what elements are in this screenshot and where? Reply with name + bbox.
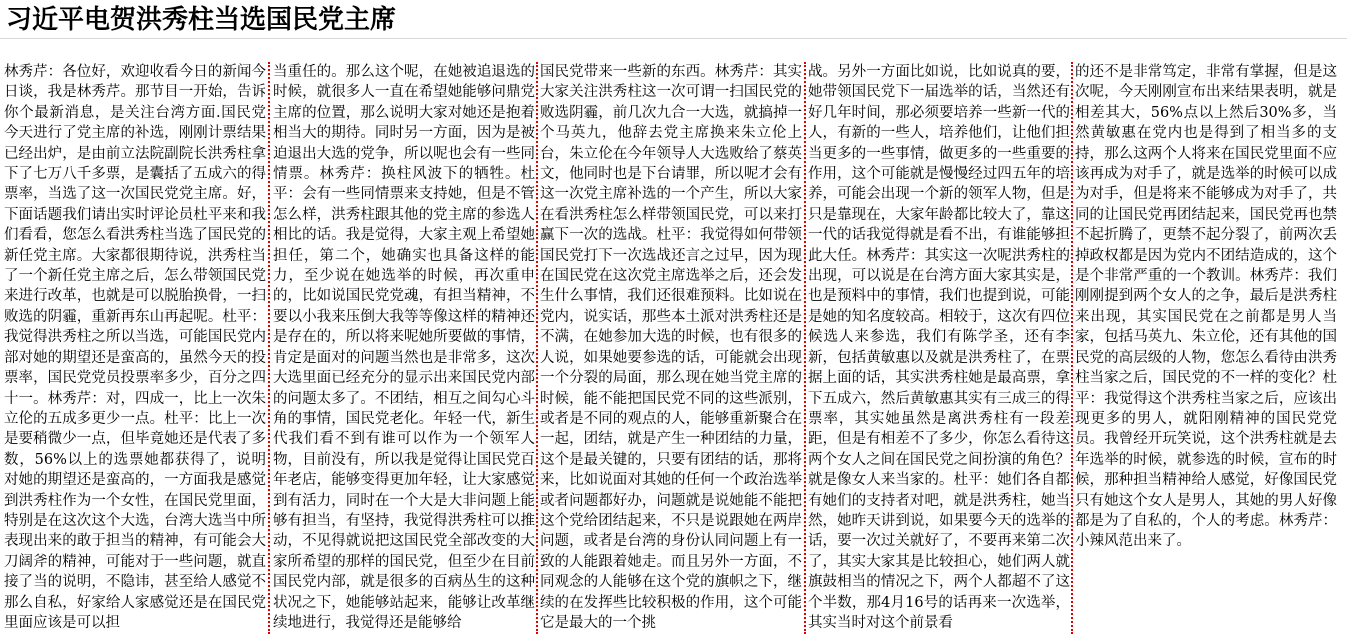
column-divider <box>1071 62 1073 634</box>
article-column-1: 林秀芹：各位好，欢迎收看今日的新闻今日谈，我是林秀芹。那节目一开始，告诉你个最新消息，是关注台湾方面.国民党今天进行了党主席的补选，刚刚计票结果已经出炉，是由前立法院副院长洪秀柱拿下了七万八千多票，是囊括了五成六的得票率，当选了这一次国民党党主席。好，下面话题我们请出实时评论员杜平来和我们看看，您怎么看洪秀柱当选了国民党的新任党主席。大家都很期待说，洪秀柱当了一个新任党主席之后，怎么带领国民党来进行改革，也就是可以脱胎换骨，一扫败选的阴霾，重新再东山再起呢。杜平：我觉得洪秀柱之所以当选，可能国民党内部对她的期望还是蛮高的，虽然今天的投票率，国民党党员投票率多少，百分之四十一。林秀芹：对，四成一，比上一次朱立伦的五成多更少一点。杜平：比上一次是要稍微少一点，但毕竟她还是代表了多数，56%以上的选票她都获得了，说明对她的期望还是蛮高的，一方面我是感觉到洪秀柱作为一个女性，在国民党里面，特别是在这次这个大选，台湾大选当中所表现出来的敢于担当的精神，有可能会大刀阔斧的精神，可能对于一些问题，就直接了当的说明，不隐讳，甚至给人感觉不那么自私，好家给人家感觉还是在国民党里面应该是可以担 <box>4 64 266 631</box>
column-divider <box>268 62 270 634</box>
article-column-2: 当重任的。那么这个呢，在她被追退选的时候，就很多人一直在希望她能够问鼎党主席的位置，那么说明大家对她还是抱着相当大的期待。同时另一方面，因为是被迫退出大选的党争，所以呢也会有一些同情票。林秀芹：换柱风波下的牺牲。杜平：会有一些同情票来支持她，但是不管怎么样，洪秀柱跟其他的党主席的参选人相比的话。我是觉得，大家主观上希望她担任，第二个，她确实也具备这样的能力，至少说在她选举的时候，再次重申的，比如说国民党党魂，有担当精神，不要以小我来压倒大我等等像这样的精神还是存在的，所以将来呢她所要做的事情，肯定是面对的问题当然也是非常多，这次大选里面已经充分的显示出来国民党内部的问题太多了。不团结，相互之间勾心斗角的事情，国民党老化。年轻一代，新生代我们看不到有谁可以作为一个领军人物，目前没有，所以我是觉得让国民党百年老店，能够变得更加年轻，让大家感觉到有活力，同时在一个大是大非问题上能够有担当，有坚持，我觉得洪秀柱可以推动，不见得就说把这国民党全部改变的大家所希望的那样的国民党，但至少在目前国民党内部，就是很多的百病丛生的这种状况之下，她能够站起来，能够让改革继续地进行，我觉得还是能够给 <box>273 64 535 631</box>
article-column-5: 的还不是非常笃定，非常有掌握，但是这次呢，今天刚刚宣布出来结果表明，就是相差其大，56%点以上然后30%多，当然黄敏惠在党内也是得到了相当多的支持，那么这两个人将来在国民党里面不应该再成为对手了，就是选举的时候可以成为对手，但是将来不能够成为对手了，共同的让国民党再团结起来，国民党再也禁不起折腾了，更禁不起分裂了，前两次丢掉政权都是因为党内不团结造成的，这个是个非常严重的一个教训。林秀芹：我们刚刚提到两个女人的之争，最后是洪秀柱来出现，其实国民党在之前都是男人当家，包括马英九、朱立伦，还有其他的国民党的高层级的人物，您怎么看待由洪秀柱当家之后，国民党的不一样的变化？杜平：我觉得这个洪秀柱当家之后，应该出现更多的男人，就阳刚精神的国民党党员。我曾经开玩笑说，这个洪秀柱就是去年选举的时候，就参选的时候，宣布的时候，那种担当精神给人感觉，好像国民党只有她这个女人是男人，其她的男人好像都是为了自私的，个人的考虑。林秀芹：小辣风范出来了。 <box>1075 64 1337 550</box>
article-body <box>0 62 1347 634</box>
column-divider <box>804 62 806 634</box>
article-column-4: 战。另外一方面比如说，比如说真的要，她带领国民党下一届选举的话，当然还有好几年时间，那必须要培养一些新一代的人，有新的一些人，培养他们，让他们担当更多的一些事情，做更多的一些重要的作用，这个可能就是慢慢经过四五年的培养，可能会出现一个新的领军人物，但是只是靠现在，大家年龄都比较大了，靠这一代的话我觉得就是看不出，有谁能够担此大任。林秀芹：其实这一次呢洪秀柱的出现，可以说是在台湾方面大家其实是，也是预料中的事情，我们也提到说，可能是她的知名度较高。相较于，这次有四位候选人来参选，我们有陈学圣，还有李新，包括黄敏惠以及就是洪秀柱了，在票据上面的话，其实洪秀柱她是最高票，拿下五成六，然后黄敏惠其实有三成三的得票率，其实她虽然是离洪秀柱有一段差距，但是有相差不了多少，你怎么看待这两个女人之间在国民党之间扮演的角色？就是像女人来当家的。杜平：她们各自都有她们的支持者对吧，就是洪秀柱，她当然，她昨天讲到说，如果要今天的选举的话，要一次过关就好了，不要再来第二次了，其实大家其是比较担心，她们两人就旗鼓相当的情况之下，两个人都超不了这个半数，那4月16号的话再来一次选举，其实当时对这个前景看 <box>808 64 1070 631</box>
column-divider <box>536 62 538 634</box>
article-column-3: 国民党带来一些新的东西。林秀芹：其实大家关注洪秀柱这一次可谓一扫国民党的败选阴霾，前几次九合一大选，就搞掉一个马英九，他辞去党主席换来朱立伦上台，朱立伦在今年领导人大选败给了蔡英文，他同时也是下台请罪，所以呢才会有这一次党主席补选的一个产生，所以大家在看洪秀柱怎么样带领国民党，可以来打赢下一次的选战。杜平：我觉得如何带领国民党打下一次选战还言之过早，因为现在国民党在这次党主席选举之后，还会发生什么事情，我们还很难预料。比如说在党内，说实话，那些本土派对洪秀柱还是不满，在她参加大选的时候，也有很多的人说，如果她要参选的话，可能就会出现一个分裂的局面，那么现在她当党主席的时候，能不能把国民党不同的这些派别，或者是不同的观点的人，能够重新聚合在一起，团结，就是产生一种团结的力量，这个是最关键的，只要有团结的话，那将来，比如说面对其她的任何一个政治选举或者问题都好办，问题就是说她能不能把这个党给团结起来，不只是说跟她在两岸问题，或者是台湾的身份认同问题上有一致的人能跟着她走。而且另外一方面，不同观念的人能够在这个党的旗帜之下，继续的在发挥些比较积极的作用，这个可能它是最大的一个挑 <box>540 64 802 631</box>
title-divider <box>0 38 1347 39</box>
page-title: 习近平电贺洪秀柱当选国民党主席 <box>6 5 397 35</box>
